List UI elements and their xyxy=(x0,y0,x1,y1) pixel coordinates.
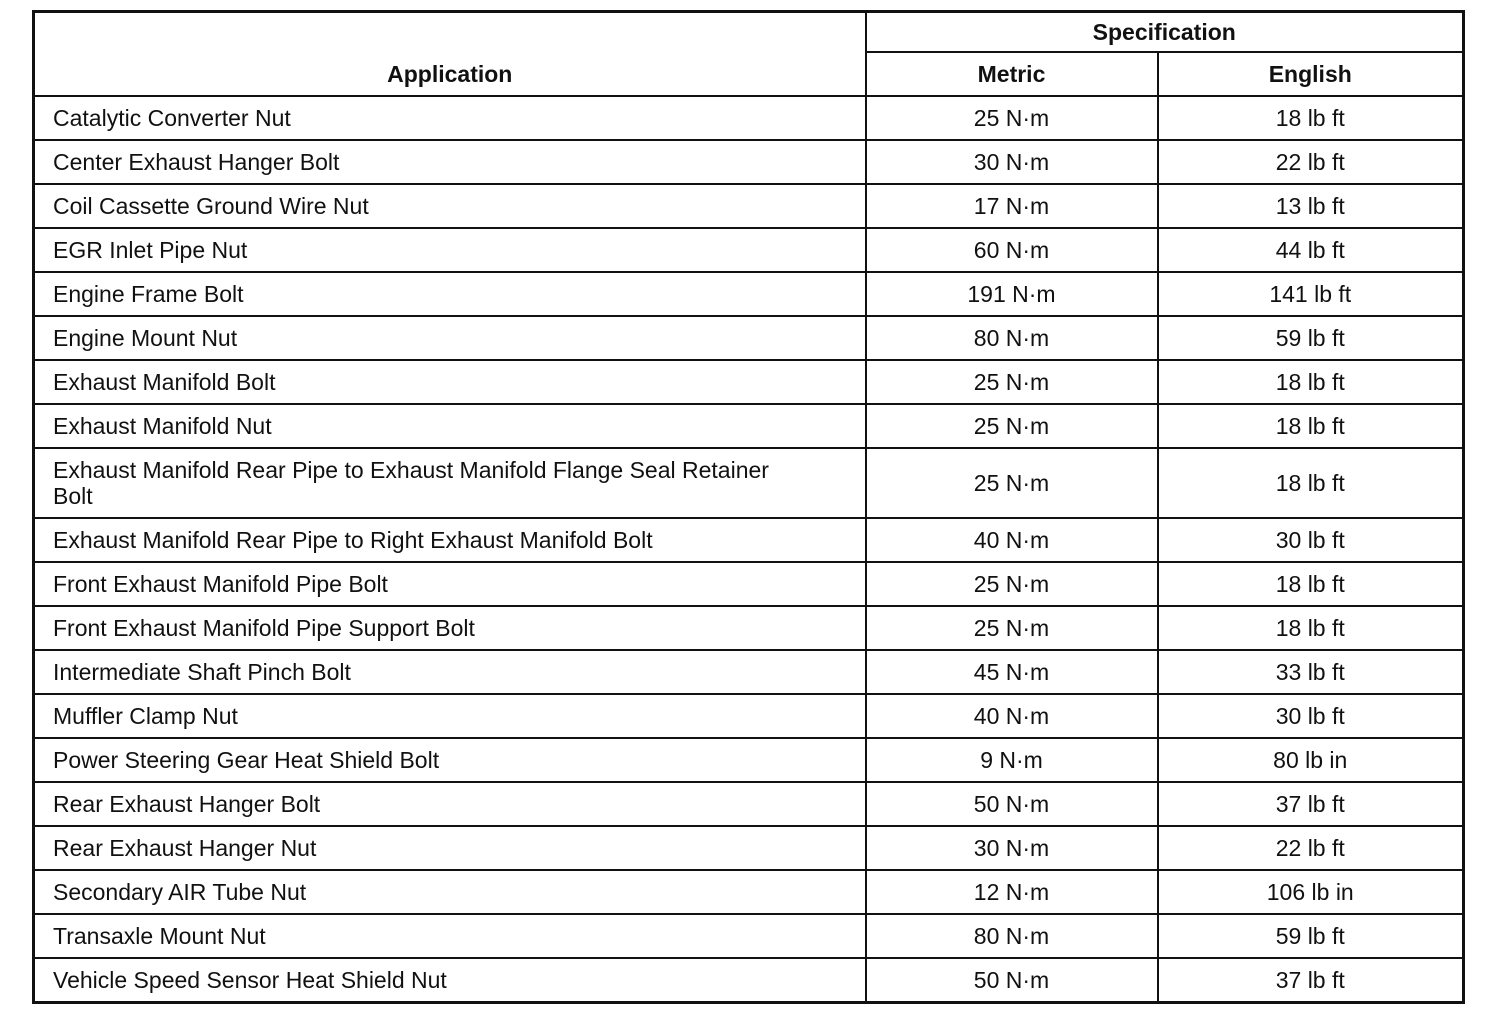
cell-application: Rear Exhaust Hanger Nut xyxy=(34,826,866,870)
cell-application: Coil Cassette Ground Wire Nut xyxy=(34,184,866,228)
cell-english: 30 lb ft xyxy=(1158,518,1464,562)
cell-english: 59 lb ft xyxy=(1158,914,1464,958)
cell-application: Exhaust Manifold Bolt xyxy=(34,360,866,404)
cell-application: Muffler Clamp Nut xyxy=(34,694,866,738)
cell-metric: 30 N·m xyxy=(866,140,1158,184)
cell-english: 22 lb ft xyxy=(1158,826,1464,870)
table-row xyxy=(34,228,1464,272)
table-row xyxy=(34,606,1464,650)
cell-metric: 50 N·m xyxy=(866,958,1158,1003)
table-body xyxy=(34,96,1464,1003)
cell-english: 80 lb in xyxy=(1158,738,1464,782)
cell-metric: 60 N·m xyxy=(866,228,1158,272)
cell-english: 37 lb ft xyxy=(1158,958,1464,1003)
cell-application: Secondary AIR Tube Nut xyxy=(34,870,866,914)
table-row xyxy=(34,272,1464,316)
cell-english: 22 lb ft xyxy=(1158,140,1464,184)
table-row xyxy=(34,562,1464,606)
table-row xyxy=(34,826,1464,870)
table-header xyxy=(34,12,1464,97)
cell-english: 141 lb ft xyxy=(1158,272,1464,316)
cell-application: Power Steering Gear Heat Shield Bolt xyxy=(34,738,866,782)
cell-metric: 40 N·m xyxy=(866,694,1158,738)
table-row xyxy=(34,316,1464,360)
cell-application: Exhaust Manifold Nut xyxy=(34,404,866,448)
cell-metric: 25 N·m xyxy=(866,562,1158,606)
cell-application: Catalytic Converter Nut xyxy=(34,96,866,140)
cell-application: Engine Frame Bolt xyxy=(34,272,866,316)
cell-english: 18 lb ft xyxy=(1158,360,1464,404)
table-row xyxy=(34,360,1464,404)
cell-metric: 45 N·m xyxy=(866,650,1158,694)
header-specification: Specification xyxy=(866,12,1464,53)
cell-application: Exhaust Manifold Rear Pipe to Right Exhaust Manifold Bolt xyxy=(34,518,866,562)
table-row xyxy=(34,694,1464,738)
cell-metric: 25 N·m xyxy=(866,404,1158,448)
cell-application: Front Exhaust Manifold Pipe Bolt xyxy=(34,562,866,606)
header-english: English xyxy=(1158,52,1464,96)
cell-application: EGR Inlet Pipe Nut xyxy=(34,228,866,272)
cell-metric: 80 N·m xyxy=(866,316,1158,360)
cell-metric: 30 N·m xyxy=(866,826,1158,870)
cell-english: 33 lb ft xyxy=(1158,650,1464,694)
cell-english: 18 lb ft xyxy=(1158,606,1464,650)
cell-metric: 12 N·m xyxy=(866,870,1158,914)
cell-english: 37 lb ft xyxy=(1158,782,1464,826)
table-row xyxy=(34,738,1464,782)
cell-application: Transaxle Mount Nut xyxy=(34,914,866,958)
cell-metric: 25 N·m xyxy=(866,606,1158,650)
cell-application: Exhaust Manifold Rear Pipe to Exhaust Manifold Flange Seal Retainer Bolt xyxy=(34,448,866,518)
cell-application: Front Exhaust Manifold Pipe Support Bolt xyxy=(34,606,866,650)
cell-english: 44 lb ft xyxy=(1158,228,1464,272)
cell-english: 13 lb ft xyxy=(1158,184,1464,228)
cell-english: 18 lb ft xyxy=(1158,448,1464,518)
cell-metric: 25 N·m xyxy=(866,448,1158,518)
cell-english: 18 lb ft xyxy=(1158,562,1464,606)
table-row xyxy=(34,782,1464,826)
cell-metric: 9 N·m xyxy=(866,738,1158,782)
cell-english: 18 lb ft xyxy=(1158,96,1464,140)
cell-english: 106 lb in xyxy=(1158,870,1464,914)
table-row xyxy=(34,870,1464,914)
cell-metric: 50 N·m xyxy=(866,782,1158,826)
cell-metric: 17 N·m xyxy=(866,184,1158,228)
cell-metric: 25 N·m xyxy=(866,96,1158,140)
table-row xyxy=(34,914,1464,958)
cell-application: Engine Mount Nut xyxy=(34,316,866,360)
cell-metric: 40 N·m xyxy=(866,518,1158,562)
table-row xyxy=(34,404,1464,448)
header-application: Application xyxy=(34,12,866,97)
table-row xyxy=(34,518,1464,562)
header-metric: Metric xyxy=(866,52,1158,96)
table-row xyxy=(34,958,1464,1003)
cell-english: 18 lb ft xyxy=(1158,404,1464,448)
cell-metric: 191 N·m xyxy=(866,272,1158,316)
cell-metric: 25 N·m xyxy=(866,360,1158,404)
cell-english: 30 lb ft xyxy=(1158,694,1464,738)
cell-application: Center Exhaust Hanger Bolt xyxy=(34,140,866,184)
table-row xyxy=(34,650,1464,694)
cell-application: Rear Exhaust Hanger Bolt xyxy=(34,782,866,826)
cell-english: 59 lb ft xyxy=(1158,316,1464,360)
cell-application: Vehicle Speed Sensor Heat Shield Nut xyxy=(34,958,866,1003)
table-row xyxy=(34,96,1464,140)
cell-application: Intermediate Shaft Pinch Bolt xyxy=(34,650,866,694)
cell-metric: 80 N·m xyxy=(866,914,1158,958)
torque-spec-table xyxy=(32,10,1465,1004)
table-row xyxy=(34,184,1464,228)
table-row xyxy=(34,140,1464,184)
table-row xyxy=(34,448,1464,518)
